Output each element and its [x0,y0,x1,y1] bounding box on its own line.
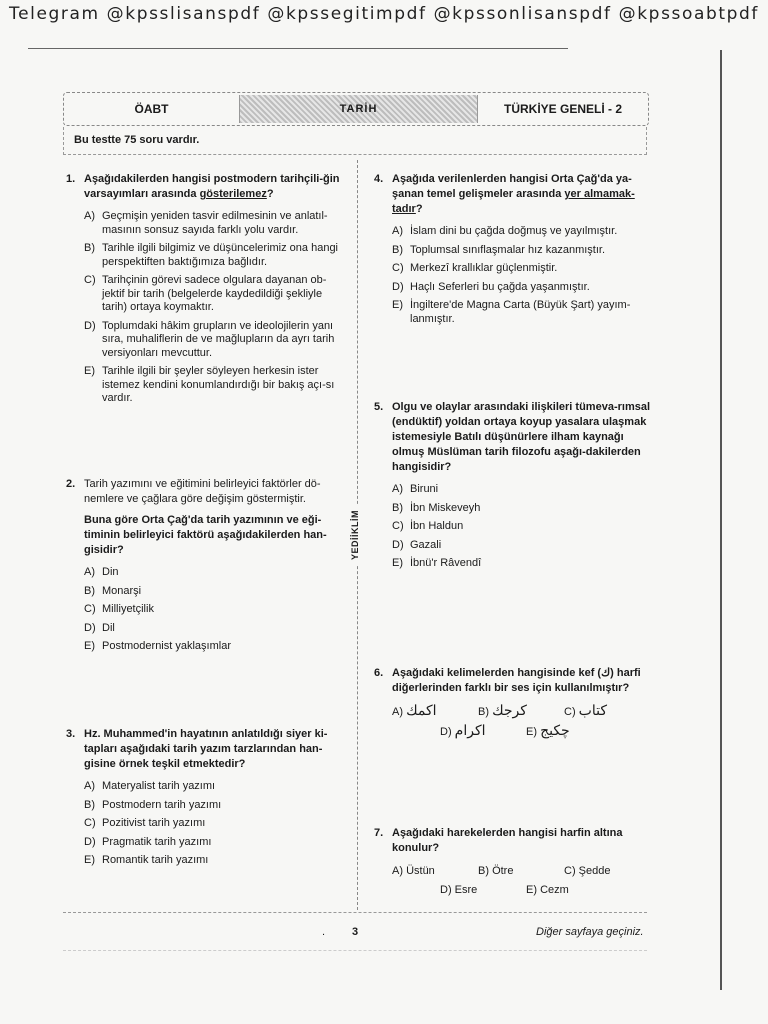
question-1 [66,172,342,411]
footer-dot: . [322,926,326,938]
option-e[interactable]: E) İngiltere'de Magna Carta (Büyük Şart) yayım-lanmıştır. [392,299,631,325]
exam-type: ÖABT [134,102,169,116]
option-e[interactable]: E) Cezm [526,884,569,896]
option-b[interactable]: B) Monarşi [84,584,142,597]
question-7 [374,826,650,902]
option-e[interactable]: E) İbnü'r Râvendî [392,557,482,569]
question-stem: Hz. Muhammed'in hayatının anlatıldığı siyer ki-tapları aşağıdaki tarih yazım tarzlarından han-gisine örnek teşkil etmektedir? [84,728,328,770]
option-c[interactable]: C) İbn Haldun [392,520,464,532]
option-a[interactable]: A) Biruni [392,483,439,495]
question-number: 4. [374,173,384,185]
top-rule [28,48,568,49]
option-e[interactable]: E) Romantik tarih yazımı [84,854,209,866]
option-d[interactable]: D) Gazali [392,538,442,551]
exam-series: TÜRKİYE GENELİ - 2 [503,102,622,116]
question-6 [374,666,650,744]
option-c[interactable]: C) Şedde [564,865,611,877]
option-a[interactable]: A) Üstün [392,865,435,877]
options-inline [392,704,650,740]
option-b[interactable]: B) Postmodern tarih yazımı [84,798,222,811]
option-d[interactable]: D) اكرام [440,723,486,739]
option-d[interactable]: D) Toplumdaki hâkim grupların ve ideolojilerin yanı sıra, muhaliflerin de ve mağlupların da ayrı tarih versiyonları mevcuttur. [84,319,335,359]
question-number: 7. [374,827,384,839]
option-e[interactable]: E) Tarihle ilgili bir şeyler söyleyen herkesin ister istemez kendini konumlandırdığı bir bakış açı-sı vardır. [84,365,335,404]
question-2 [66,477,342,659]
option-c[interactable]: C) كتاب [564,703,608,719]
footer-rule-lower [63,950,647,951]
question-number: 2. [66,478,76,490]
option-d[interactable]: D) Haçlı Seferleri bu çağda yaşanmıştır. [392,280,590,293]
option-b[interactable]: B) Tarihle ilgili bilgimiz ve düşüncelerimiz ona hangi perspektiften baktığımıza bağlıdır. [84,242,339,268]
question-number: 5. [374,401,384,413]
page-edge-line [720,50,722,990]
question-stem: Aşağıdaki kelimelerden hangisinde kef (ك) harfi diğerlerinden farklı bir ses için kullanılmıştır? [392,667,641,694]
option-b[interactable]: B) Ötre [478,865,514,877]
option-b[interactable]: B) كرجك [478,703,527,719]
page-number: 3 [352,926,359,938]
options-inline [392,864,650,898]
publisher-mark: YEDİİKLİM [350,505,364,565]
option-a[interactable]: A) Geçmişin yeniden tasvir edilmesinin ve anlatıl-masının sonsuz sayıda farklı yolu vardır. [84,210,328,236]
option-c[interactable]: C) Milliyetçilik [84,603,154,615]
telegram-banner: Telegram @kpsslisanspdf @kpssegitimpdf @kpssonlisanspdf @kpssoabtpdf [8,4,760,24]
question-context: Tarih yazımını ve eğitimini belirleyici faktörler dö-nemlere ve çağlara göre değişim göstermiştir. [84,478,321,505]
option-b[interactable]: B) Toplumsal sınıflaşmalar hız kazanmıştır. [392,243,606,256]
option-c[interactable]: C) Pozitivist tarih yazımı [84,817,206,829]
footer-rule [63,912,647,913]
question-stem: Aşağıda verilenlerden hangisi Orta Çağ'da ya-şanan temel gelişmeler arasında yer almamak-tadır? [392,173,635,215]
next-page-note: Diğer sayfaya geçiniz. [536,926,644,938]
question-5 [374,400,650,576]
option-a[interactable]: A) اكمك [392,703,437,719]
test-intro: Bu testte 75 soru vardır. [63,127,647,155]
option-c[interactable]: C) Tarihçinin görevi sadece olgulara dayanan ob-jektif bir tarih (belgelerde kaydedildiği şekliyle tarih) ortaya koymaktır. [84,274,327,313]
question-number: 6. [374,667,384,679]
option-c[interactable]: C) Merkezî krallıklar güçlenmiştir. [392,262,558,274]
option-d[interactable]: D) Pragmatik tarih yazımı [84,835,212,848]
option-d[interactable]: D) Esre [440,884,478,896]
subject-title: TARİH [239,95,478,123]
question-number: 1. [66,173,76,185]
question-stem: Olgu ve olaylar arasındaki ilişkileri tümeva-rımsal (endüktif) yoldan ortaya koyup yasalara ulaşmak istemesiyle Batılı düşünürlere ilham kaynağı olmuş Müslüman tarih filozofu aşağı-dakilerden hangisidir? [392,401,651,473]
question-stem: Buna göre Orta Çağ'da tarih yazımının ve eği-timinin belirleyici faktörü aşağıdakilerden han-gisidir? [84,514,327,556]
question-3 [66,727,342,873]
question-stem: Aşağıdakilerden hangisi postmodern tarihçili-ğin varsayımları arasında gösterilemez? [84,173,340,200]
question-number: 3. [66,728,76,740]
question-4 [374,172,650,331]
option-b[interactable]: B) İbn Miskeveyh [392,501,481,514]
option-e[interactable]: E) چكيج [526,723,570,739]
option-a[interactable]: A) İslam dini bu çağda doğmuş ve yayılmıştır. [392,225,618,237]
option-a[interactable]: A) Din [84,566,119,578]
option-e[interactable]: E) Postmodernist yaklaşımlar [84,640,231,652]
option-d[interactable]: D) Dil [84,621,115,634]
question-stem: Aşağıdaki harekelerden hangisi harfin altına konulur? [392,827,623,854]
test-header [63,92,649,126]
option-a[interactable]: A) Materyalist tarih yazımı [84,780,216,792]
